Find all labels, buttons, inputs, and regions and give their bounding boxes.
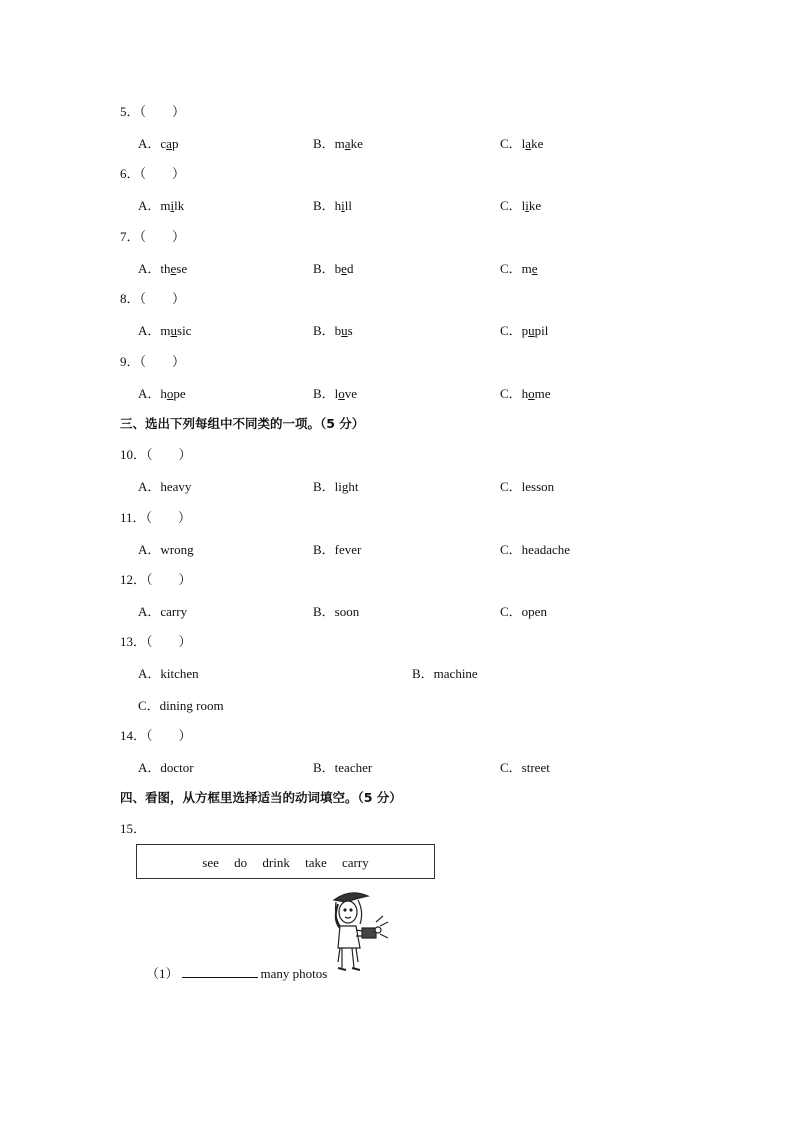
option-a: A．kitchen <box>138 666 199 681</box>
question-14 <box>120 728 192 744</box>
answer-parens[interactable]: （ ） <box>145 510 192 525</box>
option-b: B．teacher <box>313 760 373 775</box>
option-c: C．open <box>500 604 547 619</box>
option-b: B．light <box>313 479 359 494</box>
option-a: A．milk <box>138 198 185 213</box>
question-5 <box>120 104 185 120</box>
option-c: C．like <box>500 198 542 213</box>
answer-parens[interactable]: （ ） <box>146 447 192 462</box>
option-b: B．bus <box>313 323 353 338</box>
option-a: A．heavy <box>138 479 192 494</box>
answer-parens[interactable]: （ ） <box>139 104 186 119</box>
question-number: 9． <box>120 354 140 369</box>
option-b: B．machine <box>412 666 478 681</box>
section-4-heading: 四、看图，从方框里选择适当的动词填空。（5 分） <box>120 790 402 805</box>
option-a: A．doctor <box>138 760 194 775</box>
question-number: 11． <box>120 510 146 525</box>
question-9 <box>120 354 185 370</box>
option-b: B．make <box>313 136 363 151</box>
option-a: A．these <box>138 261 188 276</box>
sub-question-number: （1） <box>146 966 179 981</box>
question-number: 13． <box>120 634 147 649</box>
question-number: 7． <box>120 229 140 244</box>
question-15-part-1 <box>146 965 327 982</box>
answer-parens[interactable]: （ ） <box>139 291 186 306</box>
option-b: B．bed <box>313 261 354 276</box>
option-c: C．street <box>500 760 550 775</box>
option-b: B．soon <box>313 604 360 619</box>
option-c: C．lake <box>500 136 544 151</box>
option-c: C．lesson <box>500 479 555 494</box>
answer-parens[interactable]: （ ） <box>139 229 186 244</box>
option-b: B．hill <box>313 198 353 213</box>
question-15-number: 15． <box>120 821 147 836</box>
option-b: B．fever <box>313 542 362 557</box>
word-do: do <box>234 855 248 870</box>
option-a: A．hope <box>138 386 186 401</box>
question-number: 14． <box>120 728 147 743</box>
option-c: C．me <box>500 261 538 276</box>
question-7 <box>120 229 185 245</box>
question-10 <box>120 447 192 463</box>
answer-parens[interactable]: （ ） <box>146 634 192 649</box>
answer-parens[interactable]: （ ） <box>146 728 192 743</box>
question-number: 5． <box>120 104 140 119</box>
answer-blank[interactable] <box>182 965 258 978</box>
option-a: A．cap <box>138 136 179 151</box>
option-a: A．carry <box>138 604 188 619</box>
option-a: A．wrong <box>138 542 194 557</box>
option-c: C．headache <box>500 542 571 557</box>
option-a: A．music <box>138 323 192 338</box>
option-c: C．pupil <box>500 323 549 338</box>
question-12 <box>120 572 192 588</box>
section-3-heading: 三、选出下列每组中不同类的一项。（5 分） <box>120 416 365 431</box>
question-number: 6． <box>120 166 140 181</box>
word-see: see <box>202 855 219 870</box>
word-carry: carry <box>342 855 369 870</box>
option-c: C．dining room <box>138 698 224 713</box>
question-8 <box>120 291 185 307</box>
question-11 <box>120 510 191 526</box>
answer-parens[interactable]: （ ） <box>139 354 186 369</box>
word-take: take <box>305 855 327 870</box>
option-b: B．love <box>313 386 358 401</box>
question-number: 10． <box>120 447 147 462</box>
word-drink: drink <box>262 855 290 870</box>
word-bank-box <box>136 844 435 879</box>
answer-parens[interactable]: （ ） <box>139 166 186 181</box>
question-number: 12． <box>120 572 147 587</box>
girl-with-camera-illustration <box>328 882 394 974</box>
answer-parens[interactable]: （ ） <box>146 572 192 587</box>
option-c: C．home <box>500 386 551 401</box>
sub-question-text: many photos <box>260 966 328 981</box>
question-number: 8． <box>120 291 140 306</box>
question-13 <box>120 634 192 650</box>
question-6 <box>120 166 185 182</box>
word-bank <box>137 855 434 871</box>
